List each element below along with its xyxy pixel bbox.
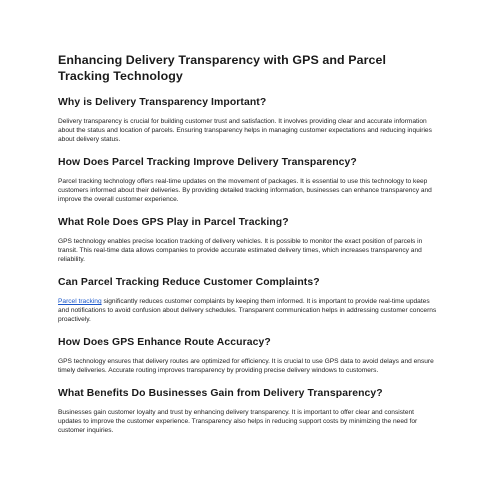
section-heading-complaints: Can Parcel Tracking Reduce Customer Complaints?	[58, 277, 320, 288]
section-body-parcel-tracking: Parcel tracking technology offers real-time updates on the movement of packages. It is essential to use this technology to keep customers informed about their deliveries. By providing detailed tracking information, businesses can enhance transparency and improve the overall customer experience.	[58, 178, 432, 203]
section-heading-route-accuracy: How Does GPS Enhance Route Accuracy?	[58, 337, 271, 348]
section-body-complaints-text: significantly reduces customer complaints by keeping them informed. It is important to provide real-time updates and notifications to avoid confusion about delivery schedules. Transparent communication helps in addressing customer concerns proactively.	[58, 298, 437, 323]
section-body-gps-role: GPS technology enables precise location tracking of delivery vehicles. It is possible to monitor the exact position of parcels in transit. This real-time data allows companies to provide accurate estimated delivery times, which increases transparency and reliability.	[58, 238, 423, 263]
section-heading-importance: Why is Delivery Transparency Important?	[58, 97, 267, 108]
section-heading-parcel-tracking: How Does Parcel Tracking Improve Delivery Transparency?	[58, 157, 357, 168]
article	[58, 52, 438, 447]
parcel-tracking-link[interactable]: Parcel tracking	[58, 298, 102, 305]
section-body-importance: Delivery transparency is crucial for building customer trust and satisfaction. It involves providing clear and accurate information about the status and location of parcels. Ensuring transparency helps in managing customer expectations and reducing inquiries about delivery status.	[58, 118, 432, 143]
section-body-benefits: Businesses gain customer loyalty and trust by enhancing delivery transparency. It is important to offer clear and consistent updates to improve the customer experience. Transparency also helps in reducing support costs by minimizing the need for customer inquiries.	[58, 409, 418, 434]
section-body-route-accuracy: GPS technology ensures that delivery routes are optimized for efficiency. It is crucial to use GPS data to avoid delays and ensure timely deliveries. Accurate routing improves transparency by providing precise delivery windows to customers.	[58, 358, 434, 374]
article-title: Enhancing Delivery Transparency with GPS and Parcel Tracking Technology	[58, 53, 387, 83]
section-heading-gps-role: What Role Does GPS Play in Parcel Tracking?	[58, 217, 289, 228]
section-heading-benefits: What Benefits Do Businesses Gain from Delivery Transparency?	[58, 388, 383, 399]
section-body-complaints	[58, 297, 438, 324]
